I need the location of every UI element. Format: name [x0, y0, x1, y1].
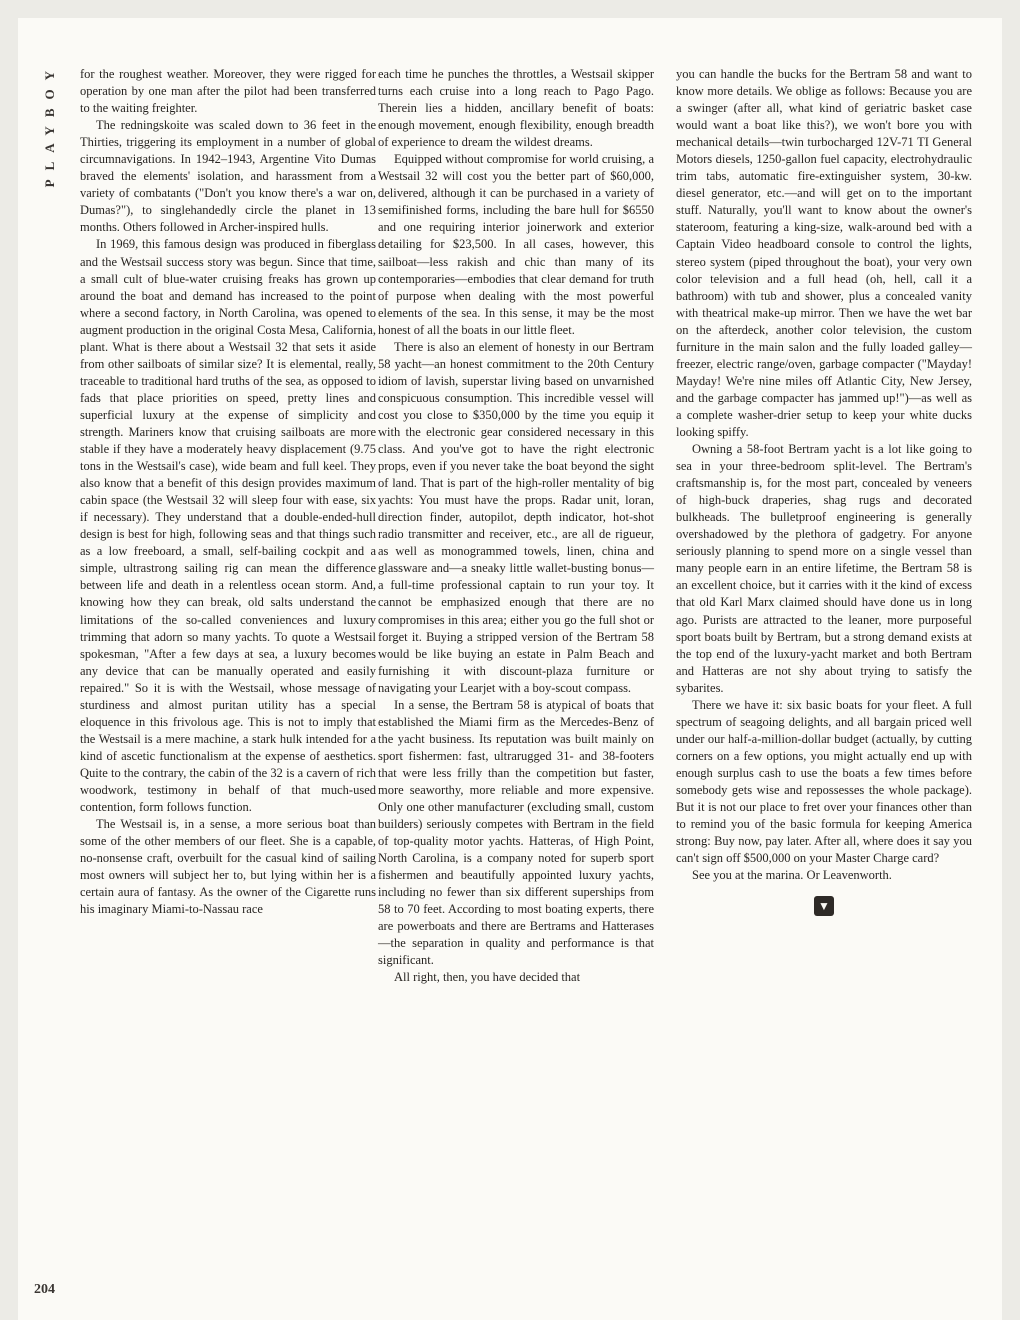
paragraph: In a sense, the Bertram 58 is atypical of boats that established the Miami firm as the Mercedes-Benz of the yacht business. Its reputation was built mainly on sport fishermen: fast, ultrarugged 31- and 38-footers that were less frilly than the competition but faster, more seaworthy, more reliable and more expensive. Only one other manufacturer (excluding small, custom builders) seriously competes with Bertram in the field of top-quality motor yachts. Hatteras, of High Point, North Carolina, is a company noted for superb sport fishermen and beautifully appointed luxury yachts, including no fewer than six different superships from 58 to 70 feet. According to most boating experts, there are powerboats and there are Bertrams and Hatterases—the separation in quality and performance is that significant. [378, 697, 654, 968]
text-column-2 [378, 66, 654, 987]
paragraph: you can handle the bucks for the Bertram 58 and want to know more details. We oblige as follows: Because you are a swinger (after all, what kind of geriatric basket case would want a boat like this?), we won't bore you with mechanical details—twin turbocharged 12V-71 TI General Motors diesels, 1250-gallon fuel capacity, electrohydraulic trim tabs, automatic fire-extinguisher system, 30-kw. diesel generator, etc.—and will get on to the important stuff. Naturally, you'll want to know about the owner's stateroom, featuring a king-size, walk-around bed with a Captain Video headboard console to control the lights, stereo system (piped throughout the boat), your very own color television and a full head (oh, hell, call it a bathroom) with tub and shower, plus a concealed vanity with theatrical make-up mirror. Then we have the wet bar on the afterdeck, another color television, the custom furniture in the main salon and the fully loaded galley—freezer, electric range/oven, garbage compacter ("Mayday! Mayday! We're nine miles off Atlantic City, New Jersey, and the garbage compacter has jammed up!")—as well as a complete washer-drier setup to keep your white ducks looking spiffy. [676, 67, 972, 439]
paragraph: Equipped without compromise for world cruising, a Westsail 32 will cost you the better part of $60,000, delivered, although it can be purchased in a variety of semifinished forms, including the bare hull for $6550 and one requiring interior joinerwork and exterior detailing for $23,500. In all cases, however, this sailboat—less rakish and chic than many of its contemporaries—embodies that clear demand for truth of purpose when dealing with the most powerful elements of the sea. In this sense, it may be the most honest of all the boats in our little fleet. [378, 152, 654, 337]
paragraph: There we have it: six basic boats for your fleet. A full spectrum of seagoing delights, and all bargain priced well under our half-a-million-dollar budget (actually, by cutting corners on a few options, you might actually end up with enough surplus cash to use the boats a few times before somebody gets wise and repossesses the whole package). But it is not our place to fret over your finances other than to remind you of the basic formula for keeping America strong: Buy now, pay later. After all, where does it say you can't sign off $500,000 on your Master Charge card? [676, 697, 972, 866]
text-column-1 [80, 66, 376, 918]
paragraph: each time he punches the throttles, a Westsail skipper turns each cruise into a long reach to Pago Pago. Therein lies a hidden, ancillary benefit of boats: enough movement, enough flexibility, enough breadth of experience to dream the wildest dreams. [378, 67, 654, 150]
paragraph: for the roughest weather. Moreover, they were rigged for operation by one man after the pilot had been transferred to the waiting freighter. [80, 67, 376, 116]
page-number: 204 [34, 1282, 55, 1297]
paragraph: Owning a 58-foot Bertram yacht is a lot like going to sea in your three-bedroom split-level. The Bertram's craftsmanship is, for the most part, concealed by veneers of high-buck draperies, shag rugs and decorated bulkheads. The bulletproof engineering is generally overshadowed by the plethora of gadgetry. For anyone seriously planning to spend more on a single vessel than many people earn in an entire lifetime, the Bertram 58 is an excellent choice, but it carries with it the kind of excess that old Karl Marx claimed should have done us in long ago. Purists are attracted to the leaner, more purposeful sport boats built by Bertram, but a strong demand exists at the top end of the luxury-yacht market and both Bertram and Hatteras are not shy about trying to satisfy the sybarites. [676, 442, 972, 695]
text-column-3 [676, 66, 972, 916]
paragraph: There is also an element of honesty in our Bertram 58 yacht—an honest commitment to the 20th Century idiom of lavish, superstar living based on unvarnished conspicuous consumption. This incredible vessel will cost you close to $350,000 by the time you equip it with the electronic gear considered necessary in this class. And you've got to have the right electronic props, even if you never take the boat beyond the sight of land. That is part of the high-roller mentality of big yachts: You must have the props. Radar unit, loran, direction finder, autopilot, depth indicator, hot-shot radio transmitter and receiver, etc., are all de rigueur, as well as monogrammed towels, linen, china and glassware and—a sneaky little wallet-busting bonus—a full-time professional captain to run your toy. It cannot be emphasized enough that there are no compromises in this area; either you go the full shot or forget it. Buying a stripped version of the Bertram 58 would be like buying an estate in Palm Beach and furnishing it with discount-plaza furniture or navigating your Learjet with a boy-scout compass. [378, 339, 654, 695]
magazine-name: PLAYBOY [42, 62, 57, 188]
paragraph: See you at the marina. Or Leavenworth. [692, 868, 892, 883]
paragraph: All right, then, you have decided that [394, 970, 581, 985]
paragraph: In 1969, this famous design was produced in fiberglass and the Westsail success story was begun. Since that time, a small cult of blue-water cruising freaks has grown up around the boat and demand has increased to the point where a second factory, in North Carolina, was opened to augment production in the original Costa Mesa, California, plant. What is there about a Westsail 32 that sets it aside from other sailboats of similar size? It is elemental, really, traceable to traditional hard truths of the sea, as opposed to fads that place priorities on speed, pretty lines and superficial luxury at the expense of simplicity and strength. Mariners know that cruising sailboats are more stable if they have a moderately heavy displacement (9.75 tons in the Westsail's case), wide beam and full keel. They also know that a benefit of this design provides maximum cabin space (the Westsail 32 will sleep four with ease, six if necessary). They understand that a double-ended-hull design is best for high, following seas and that things such as a low freeboard, a small, self-bailing cockpit and a simple, ultrastrong sailing rig can mean the difference between life and death in a relentless ocean storm. And, knowing how they can break, old salts understand the limitations of the so-called conveniences and luxury trimming that adorn so many yachts. To quote a Westsail spokesman, "After a few days at sea, a luxury becomes any device that can be manually operated and easily repaired." So it is with the Westsail, whose message of sturdiness and almost puritan utility has a special eloquence in this frivolous age. This is not to imply that the Westsail is a mere machine, a stark hulk intended for a kind of ascetic functionalism at the expense of aesthetics. Quite to the contrary, the cabin of the 32 is a cavern of rich woodwork, testimony in behalf of that much-used contention, form follows function. [80, 237, 376, 815]
rabbit-end-mark-icon: ▼ [814, 896, 834, 916]
paragraph: The Westsail is, in a sense, a more serious boat than some of the other members of our fleet. She is a capable, no-nonsense craft, overbuilt for the casual kind of sailing most owners will subject her to, but lying within her is a certain aura of fantasy. As the owner of the Cigarette runs his imaginary Miami-to-Nassau race [80, 817, 376, 917]
magazine-page [18, 18, 1002, 1320]
paragraph: The redningskoite was scaled down to 36 feet in the Thirties, triggering its employment in a number of global circumnavigations. In 1942–1943, Argentine Vito Dumas braved the elements' isolation, and harassment from a variety of combatants ("Don't you know there's a war on, Dumas?"), to singlehandedly circle the planet in 13 months. Others followed in Archer-inspired hulls. [80, 118, 376, 235]
